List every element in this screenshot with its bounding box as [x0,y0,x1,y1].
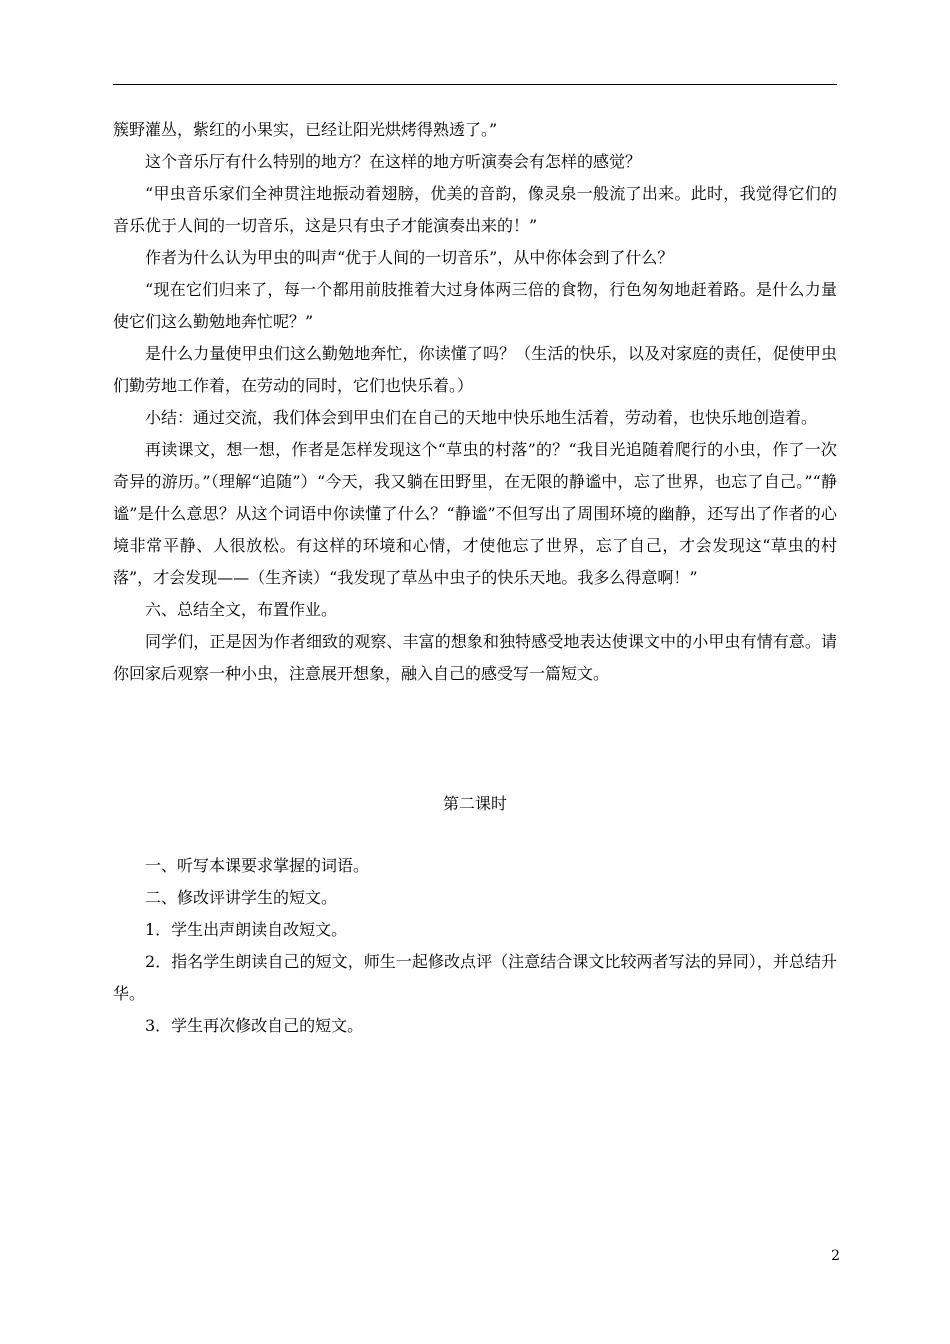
paragraph: 是什么力量使甲虫们这么勤勉地奔忙，你读懂了吗？（生活的快乐，以及对家庭的责任，促使甲虫们勤劳地工作着，在劳动的同时，它们也快乐着。） [113,344,837,395]
paragraph: 簇野灌丛，紫红的小果实，已经让阳光烘烤得熟透了。” [113,120,498,139]
paragraph: 作者为什么认为甲虫的叫声“优于人间的一切音乐”，从中你体会到了什么？ [145,248,674,267]
paragraph: 3．学生再次修改自己的短文。 [145,1016,364,1035]
page-number: 2 [831,1248,840,1264]
section-body [113,850,837,1042]
paragraph: 六、总结全文，布置作业。 [145,600,338,619]
paragraph: 再读课文，想一想，作者是怎样发现这个“草虫的村落”的？“我目光追随着爬行的小虫，作了一次奇异的游历。”（理解“追随”）“今天，我又躺在田野里，在无限的静谧中，忘了世界，也忘了自己。”“静谧”是什么意思？从这个词语中你读懂了什么？“静谧”不但写出了周围环境的幽静，还写出了作者的心境非常平静、人很放松。有这样的环境和心情，才使他忘了世界，忘了自己，才会发现这“草虫的村落”，才会发现——（生齐读）“我发现了草丛中虫子的快乐天地。我多么得意啊！” [113,440,837,587]
header-rule [113,84,837,85]
paragraph: 2．指名学生朗读自己的短文，师生一起修改点评（注意结合课文比较两者写法的异同），并总结升华。 [113,952,837,1003]
paragraph: “现在它们归来了，每一个都用前肢推着大过身体两三倍的食物，行色匆匆地赶着路。是什么力量使它们这么勤勉地奔忙呢？” [113,280,837,331]
section-title: 第二课时 [442,794,507,813]
paragraph: 一、听写本课要求掌握的词语。 [145,856,370,875]
body-text [113,114,837,690]
paragraph: 小结：通过交流，我们体会到甲虫们在自己的天地中快乐地生活着，劳动着，也快乐地创造着。 [145,408,818,427]
paragraph: 这个音乐厅有什么特别的地方？在这样的地方听演奏会有怎样的感觉？ [145,152,642,171]
paragraph: “甲虫音乐家们全神贯注地振动着翅膀，优美的音韵，像灵泉一般流了出来。此时，我觉得它们的音乐优于人间的一切音乐，这是只有虫子才能演奏出来的！” [113,184,837,235]
paragraph: 二、修改评讲学生的短文。 [145,888,338,907]
paragraph: 同学们，正是因为作者细致的观察、丰富的想象和独特感受地表达使课文中的小甲虫有情有意。请你回家后观察一种小虫，注意展开想象，融入自己的感受写一篇短文。 [113,632,837,683]
paragraph: 1．学生出声朗读自改短文。 [145,920,348,939]
